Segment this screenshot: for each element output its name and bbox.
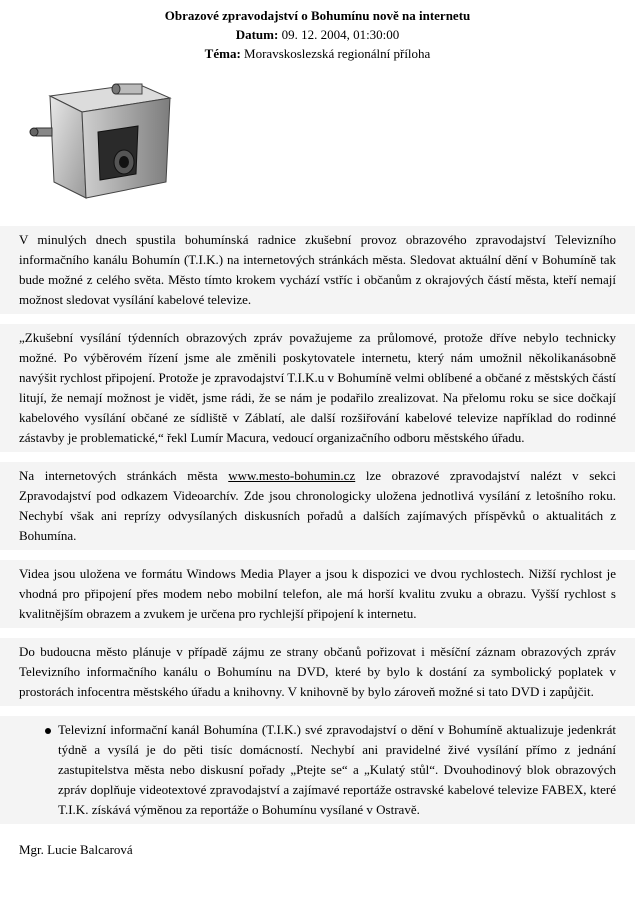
article-title: Obrazové zpravodajství o Bohumínu nově na internetu [164,8,471,23]
city-website-link[interactable]: www.mesto-bohumin.cz [228,468,356,483]
author-signature: Mgr. Lucie Balcarová [19,842,133,857]
topic-label: Téma: [204,46,241,61]
paragraph-3-after: lze obrazové zpravodajství nalézt v sekci Zpravodajství pod odkazem Videoarchív. Zde jsou chronologicky uložena jednotlivá vysílání z letošního roku. Nechybí však ani reprízy odvysílaných diskusních pořadů a dalších zajímavých příspěvků o aktualitách z Bohumína. [19,468,617,543]
topic-line [0,44,635,63]
paragraph-1: V minulých dnech spustila bohumínská radnice zkušební provoz obrazového zpravodajství Televizního informačního kanálu Bohumín (T.I.K.) na internetových stránkách města. Sledovat aktuální dění v Bohumíně tak bude možné z celého světa. Město tímto krokem vychází vstříc i občanům z okrajových částí města, kteří nemají možnost sledovat vysílání kabelové televize. [0,226,635,314]
paragraph-2: „Zkušební vysílání týdenních obrazových zpráv považujeme za průlomové, protože dříve nebylo technicky možné. Po výběrovém řízení jsme ale změnili poskytovatele internetu, který nám umožnil několikanásobně navýšit rychlost připojení. Protože je zpravodajství T.I.K.u v Bohumíně velmi oblíbené a občané z městských částí litují, že nemají možnost je vidět, jsme rádi, že se nám je podařilo zrealizovat. Na přelomu roku se sice dočkají kabelového vysílání občané ze sídliště v Záblatí, ale další rozšiřování kabelové televize například do rodinné zástavby je problematické,“ řekl Lumír Macura, vedoucí organizačního odboru městského úřadu. [0,324,635,452]
article-body [0,226,635,866]
bullet-icon [45,728,51,734]
article-header [0,0,635,63]
info-bullet-list [0,716,635,824]
topic-value: Moravskoslezská regionální příloha [244,46,431,61]
paragraph-3-before: Na internetových stránkách města [19,468,229,483]
list-item [58,720,616,820]
paragraph-5: Do budoucna město plánuje v případě zájmu ze strany občanů pořizovat i měsíční záznam obrazových zpráv Televizního informačního kanálu o Bohumínu na DVD, které by bylo k dostání za symbolický poplatek v prostorách infocentra městského úřadu a knihovny. V knihovně by bylo zároveň možné si tato DVD i zapůjčit. [0,638,635,706]
date-line [0,25,635,44]
bullet-text: Televizní informační kanál Bohumína (T.I.K.) své zpravodajství o dění v Bohumíně aktualizuje jedenkrát týdně a vysílá je do pěti tisíc domácností. Nechybí ani pravidelné živé vysílání přímo z jednání zastupitelstva města nebo diskusní pořady „Ptejte se“ a „Kulatý stůl“. Dvouhodinový blok obrazových zpráv doplňuje videotextové zpravodajství a zajímavé reportáže ostravské kabelové televize FABEX, které T.I.K. získává výměnou za reportáže o Bohumínu vysílané v Ostravě. [58,722,616,817]
old-camera-photo [20,78,190,206]
paragraph-4: Videa jsou uložena ve formátu Windows Media Player a jsou k dispozici ve dvou rychlostech. Nižší rychlost je vhodná pro připojení přes modem nebo mobilní telefon, ale má horší kvalitu zvuku a obrazu. Vyšší rychlost s kvalitnějším obrazem a zvukem je určena pro rychlejší připojení k internetu. [0,560,635,628]
date-label: Datum: [235,27,279,42]
paragraph-3 [0,462,635,550]
date-value: 09. 12. 2004, 01:30:00 [281,27,400,42]
